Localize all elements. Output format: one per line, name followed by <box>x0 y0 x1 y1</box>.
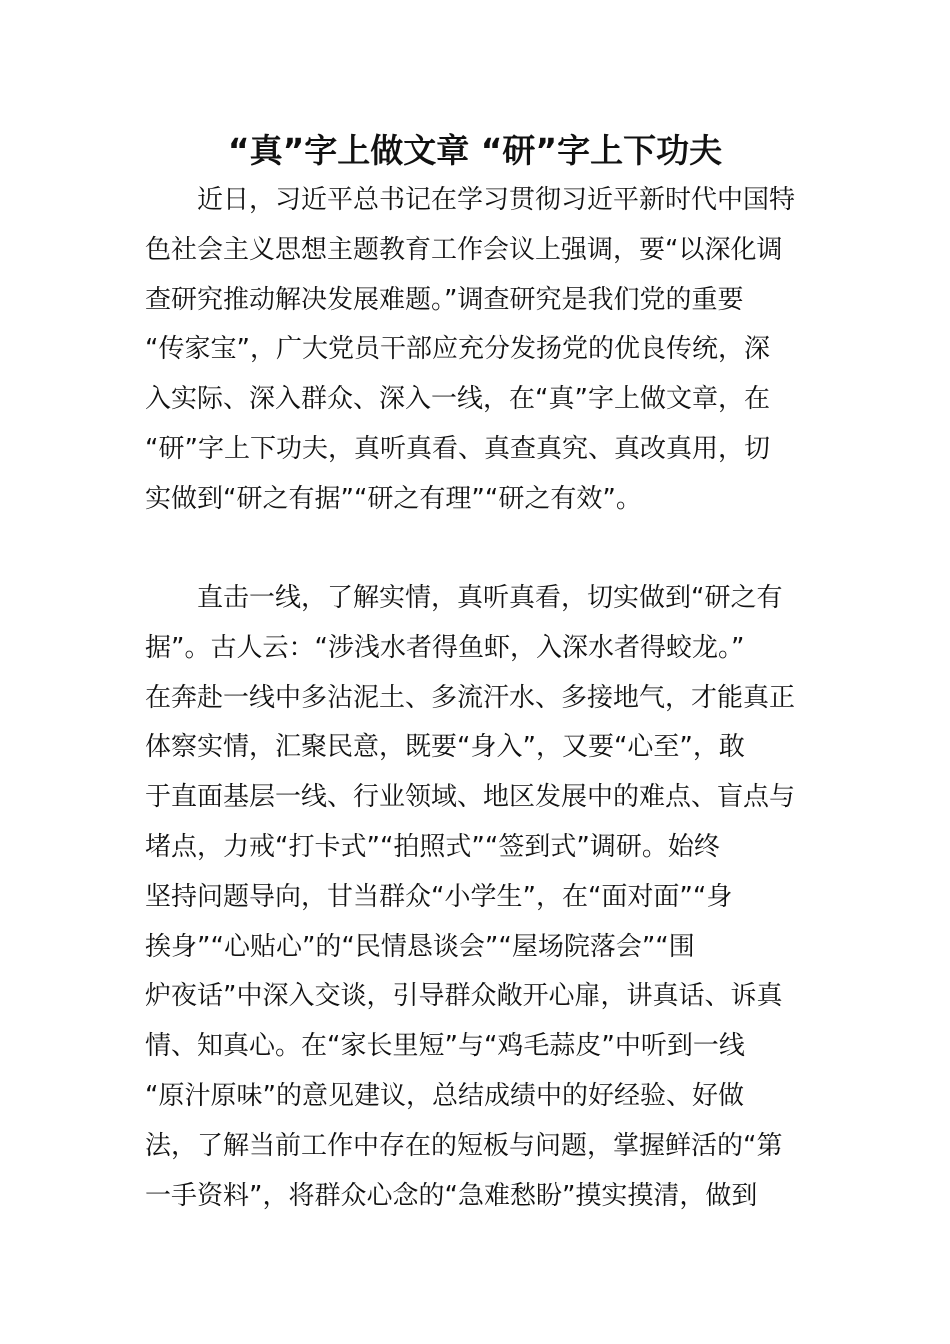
text-line: 查研究推动解决发展难题。”调查研究是我们党的重要 <box>145 284 744 315</box>
text-line: 入实际、深入群众、深入一线，在“真”字上做文章，在 <box>145 384 770 415</box>
text-line: 坚持问题导向，甘当群众“小学生”，在“面对面”“身 <box>145 881 733 912</box>
text-line: 在奔赴一线中多沾泥土、多流汗水、多接地气，才能真正 <box>145 682 796 713</box>
text-line: 挨身”“心贴心”的“民情恳谈会”“屋场院落会”“围 <box>145 931 695 962</box>
paragraph-intro <box>145 176 807 525</box>
text-line: 直击一线，了解实情，真听真看，切实做到“研之有 <box>145 583 783 613</box>
text-line: 情、知真心。在“家长里短”与“鸡毛蒜皮”中听到一线 <box>145 1031 745 1062</box>
text-line: 据”。古人云：“涉浅水者得鱼虾，入深水者得蛟龙。” <box>145 632 745 663</box>
text-line: 堵点，力戒“打卡式”“拍照式”“签到式”调研。始终 <box>145 831 720 862</box>
text-line: 一手资料”，将群众心念的“急难愁盼”摸实摸清，做到 <box>145 1180 758 1211</box>
text-line: 色社会主义思想主题教育工作会议上强调，要“以深化调 <box>145 234 783 265</box>
paragraph-section-one <box>145 574 807 1221</box>
text-line: “研”字上下功夫，真听真看、真查真究、真改真用，切 <box>145 433 770 464</box>
text-line: “原汁原味”的意见建议，总结成绩中的好经验、好做 <box>145 1080 744 1111</box>
text-line: “传家宝”，广大党员干部应充分发扬党的优良传统，深 <box>145 334 770 365</box>
document-title: “真”字上做文章 “研”字上下功夫 <box>227 131 723 170</box>
text-line: 体察实情，汇聚民意，既要“身入”，又要“心至”，敢 <box>145 732 745 763</box>
text-line: 实做到“研之有据”“研之有理”“研之有效”。 <box>145 483 642 514</box>
text-line: 炉夜话”中深入交谈，引导群众敞开心扉，讲真话、诉真 <box>145 981 783 1012</box>
text-line: 于直面基层一线、行业领域、地区发展中的难点、盲点与 <box>145 782 796 813</box>
text-line: 近日，习近平总书记在学习贯彻习近平新时代中国特 <box>145 185 796 215</box>
text-line: 法，了解当前工作中存在的短板与问题，掌握鲜活的“第 <box>145 1130 783 1161</box>
